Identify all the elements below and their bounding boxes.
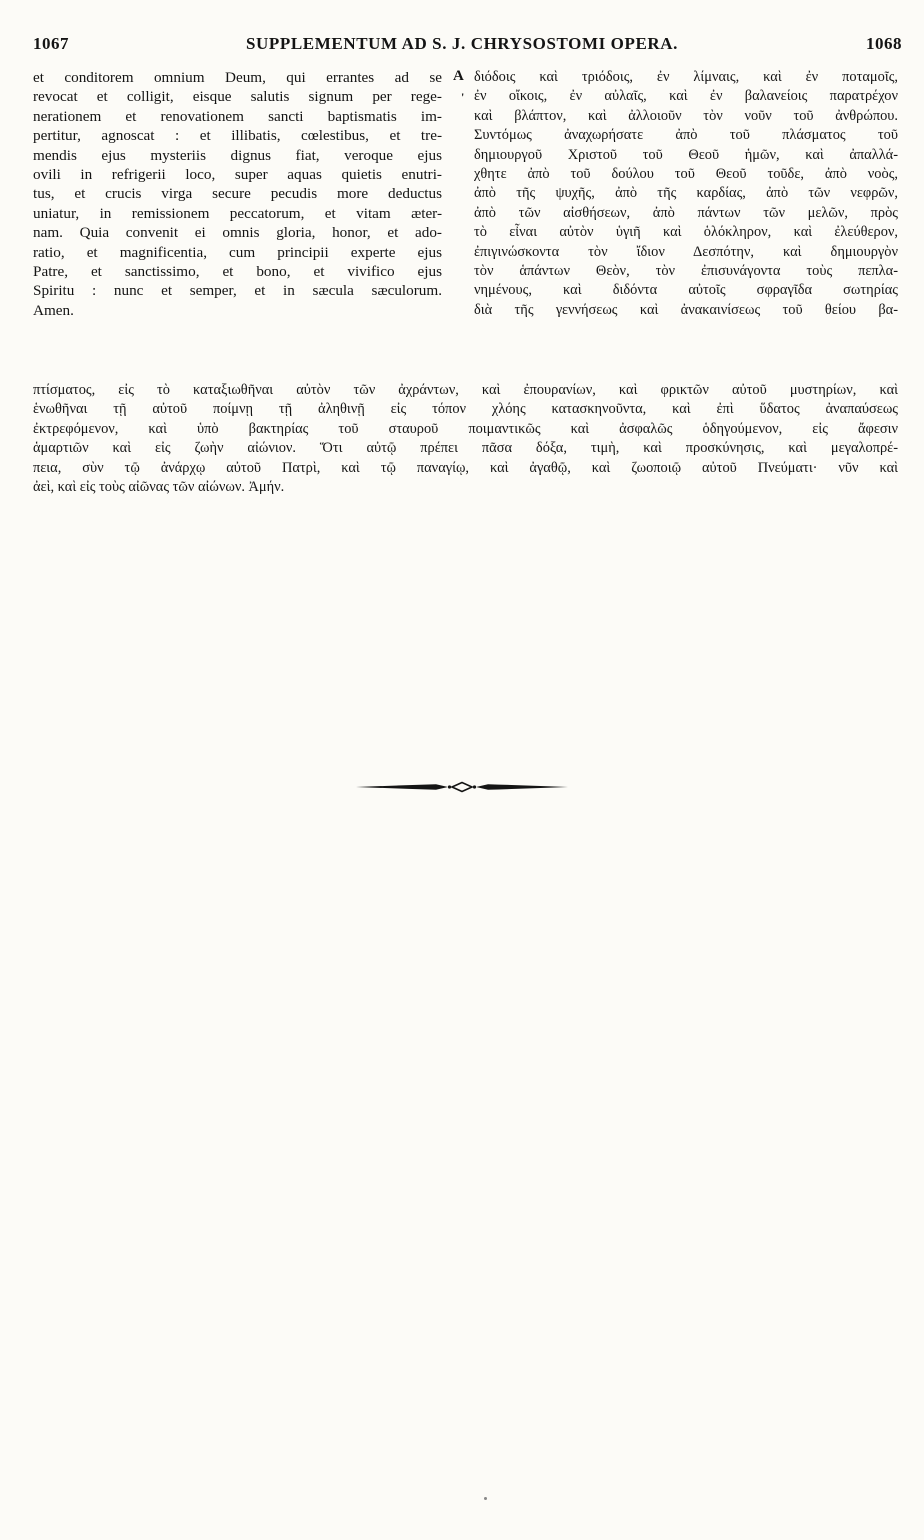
greek-line: ἐπιγινώσκοντα τὸν ἴδιον Δεσπότην, καὶ δημιουργὸν	[474, 243, 898, 260]
column-marker-a: A	[453, 68, 464, 84]
greek-full-line: ἀεὶ, καὶ εἰς τοὺς αἰῶνας τῶν αἰώνων. Ἀμήν.	[33, 478, 285, 495]
greek-line: δημιουργοῦ Χριστοῦ τοῦ Θεοῦ ἡμῶν, καὶ ἀπαλλά-	[474, 146, 898, 163]
stray-dot	[484, 1497, 487, 1500]
greek-line: ἐν οἴκοις, ἐν αὐλαῖς, καὶ ἐν βαλανείοις παρατρέχον	[474, 88, 898, 105]
latin-line: revocat et colligit, eisque salutis signum per rege-	[33, 88, 442, 106]
latin-line: mendis ejus mysteriis dignus fiat, veroque ejus	[33, 146, 442, 164]
greek-full-line: ἁμαρτιῶν καὶ εἰς ζωὴν αἰώνιον. Ὅτι αὐτῷ πρέπει πᾶσα δόξα, τιμὴ, καὶ προσκύνησις, καὶ μεγαλοπρέ-	[33, 440, 898, 457]
greek-full-line: πεια, σὺν τῷ ἀνάρχῳ αὐτοῦ Πατρὶ, καὶ τῷ παναγίῳ, καὶ ἀγαθῷ, καὶ ζωοποιῷ αὐτοῦ Πνεύματι· νῦν καὶ	[33, 459, 898, 476]
latin-line: uniatur, in remissionem peccatorum, et vitam æter-	[33, 204, 442, 222]
greek-line: ἀπὸ τῆς ψυχῆς, ἀπὸ τῆς καρδίας, ἀπὸ τῶν νεφρῶν,	[474, 185, 898, 202]
greek-full-line: πτίσματος, εἰς τὸ καταξιωθῆναι αὐτὸν τῶν ἀχράντων, καὶ ἐπουρανίων, καὶ φρικτῶν αὐτοῦ μυστηρίων, καὶ	[33, 382, 898, 398]
latin-line: Patre, et sanctissimo, et bono, et vivifico ejus	[33, 262, 442, 280]
greek-line: νημένους, καὶ διδόντα αὐτοῖς σφραγῖδα σωτηρίας	[474, 282, 898, 299]
greek-line: ἀπὸ τῶν αἰσθήσεων, ἀπὸ πάντων τῶν μελῶν, πρὸς	[474, 204, 898, 221]
latin-line: pertitur, agnoscat : et illibatis, cœlestibus, et tre-	[33, 127, 442, 145]
tailpiece-ornament-icon	[356, 780, 568, 794]
column-marker-tick: '	[461, 90, 465, 104]
latin-line: Amen.	[33, 301, 74, 319]
latin-column	[33, 68, 442, 320]
greek-line: χθητε ἀπὸ τοῦ δούλου τοῦ Θεοῦ τοῦδε, ἀπὸ νοὸς,	[474, 165, 898, 182]
running-header	[0, 34, 924, 58]
greek-column	[474, 68, 898, 320]
greek-full-line: ἐκτρεφόμενον, καὶ ὑπὸ βακτηρίας τοῦ σταυροῦ ποιμαντικῶς καὶ ἀσφαλῶς ὁδηγούμενον, εἰς ἄφεσιν	[33, 420, 898, 437]
latin-line: Spiritu : nunc et semper, et in sæcula sæculorum.	[33, 282, 442, 300]
greek-full-line: ἑνωθῆναι τῇ αὐτοῦ ποίμνῃ τῇ ἀληθινῇ εἰς τόπον χλόης κατασκηνοῦντα, καὶ ἐπὶ ὕδατος ἀναπαύσεως	[33, 401, 898, 418]
page-number-left: 1067	[33, 34, 69, 53]
greek-line: Συντόμως ἀναχωρήσατε ἀπὸ τοῦ πλάσματος τοῦ	[474, 127, 898, 144]
latin-line: et conditorem omnium Deum, qui errantes ad se	[33, 69, 442, 86]
running-title: SUPPLEMENTUM AD S. J. CHRYSOSTOMI OPERA.	[245, 34, 679, 53]
greek-line: τὸν ἁπάντων Θεὸν, τὸν ἐπισυνάγοντα τοὺς πεπλα-	[474, 262, 898, 279]
latin-line: tus, et crucis virga secure pecudis more deductus	[33, 185, 442, 203]
greek-full-width-block	[33, 381, 898, 497]
latin-line: nerationem et renovationem sancti baptismatis im-	[33, 107, 442, 125]
greek-line: καὶ βλάπτον, καὶ ἀλλοιοῦν τὸν νοῦν τοῦ ἀνθρώπου.	[474, 107, 898, 124]
greek-line: τὸ εἶναι αὐτὸν ὑγιῆ καὶ ὁλόκληρον, καὶ ἐλεύθερον,	[474, 224, 898, 241]
latin-line: ratio, et magnificentia, cum principii experte ejus	[33, 243, 442, 261]
latin-line: nam. Quia convenit ei omnis gloria, honor, et ado-	[33, 224, 442, 242]
greek-line: διόδοις καὶ τριόδοις, ἐν λίμναις, καὶ ἐν ποταμοῖς,	[474, 69, 898, 85]
page-number-right: 1068	[866, 34, 902, 53]
latin-line: ovili in refrigerii loco, super aquas quietis enutri-	[33, 165, 442, 183]
greek-line: διὰ τῆς γεννήσεως καὶ ἀνακαινίσεως τοῦ θείου βα-	[474, 301, 898, 318]
